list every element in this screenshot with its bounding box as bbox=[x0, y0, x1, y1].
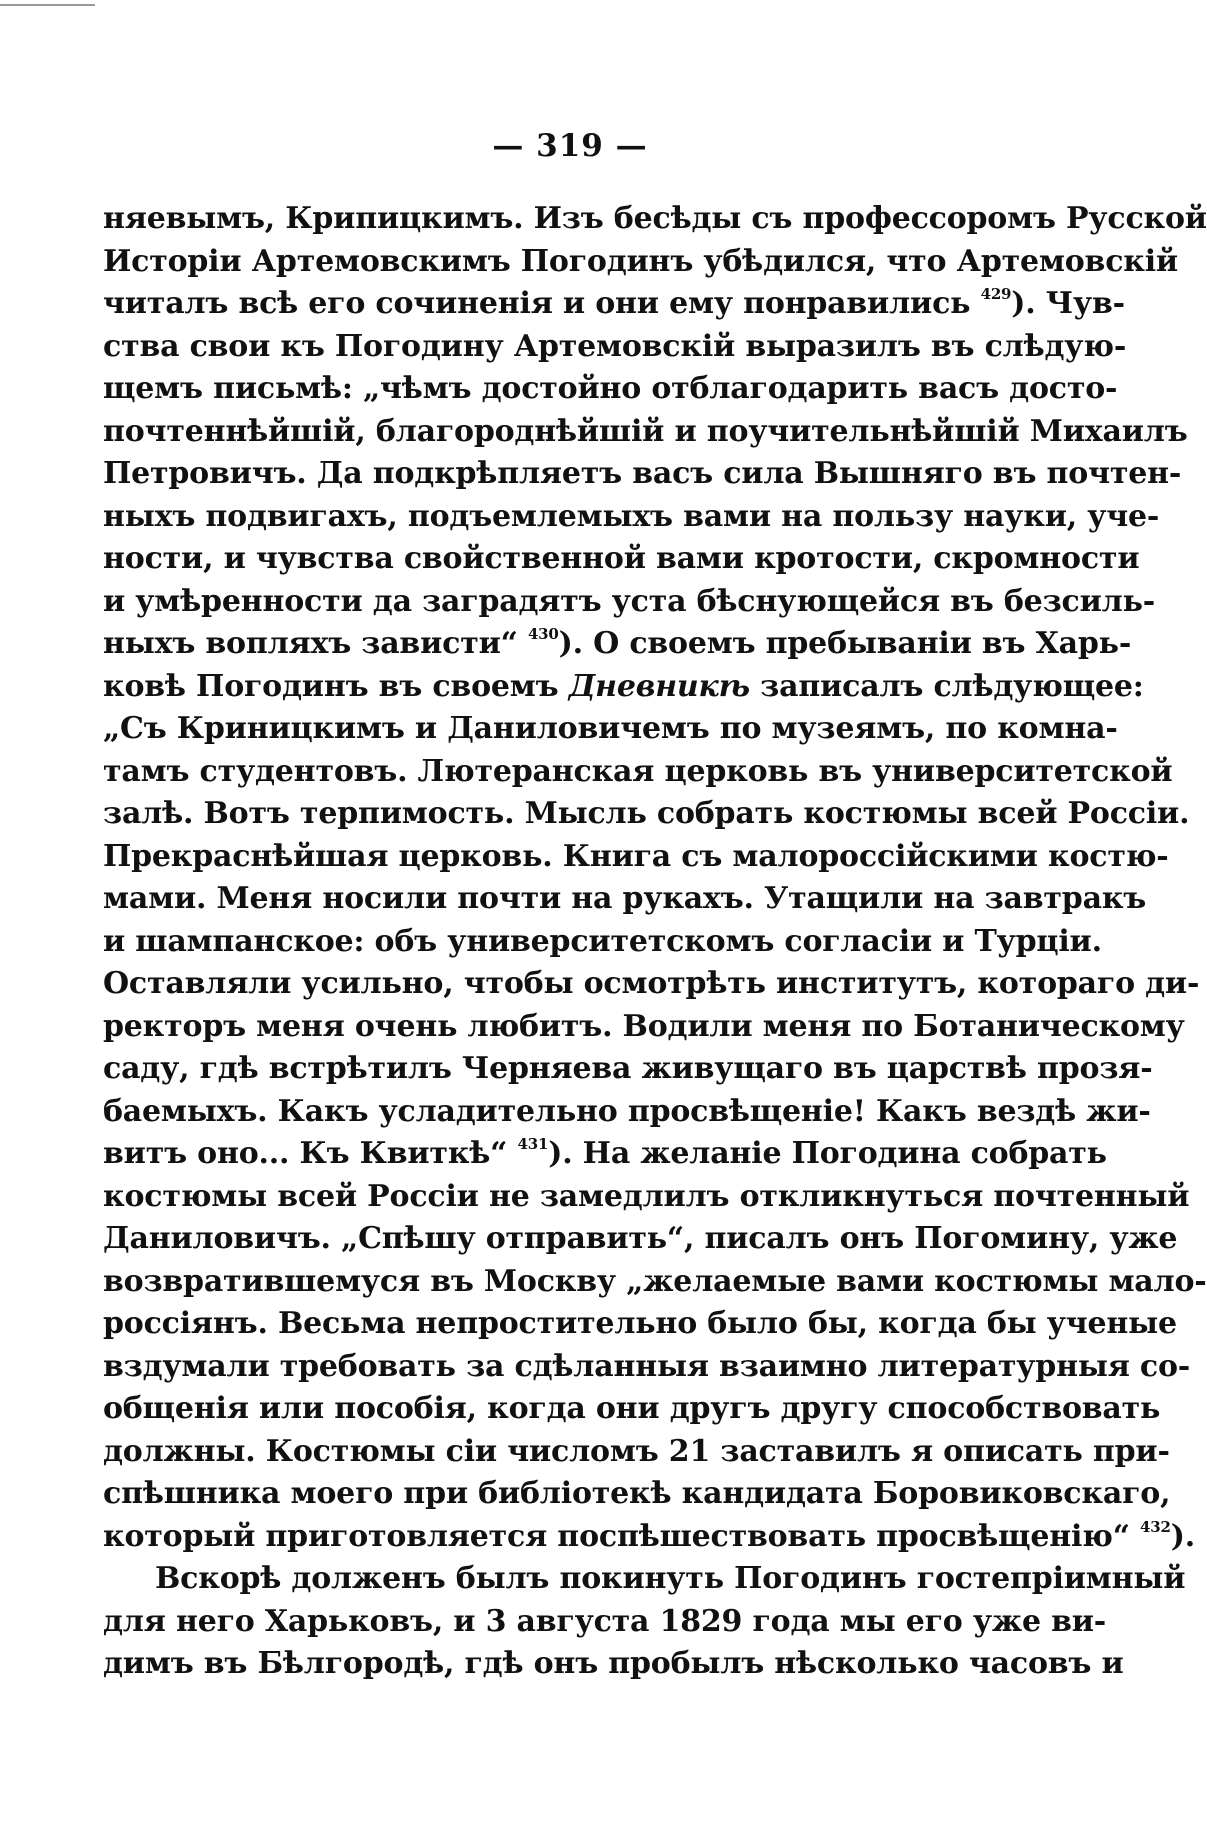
line-segment: который приготовляется поспѣшествовать просвѣщенію“ bbox=[103, 1518, 1141, 1554]
text-line: мами. Меня носили почти на рукахъ. Утащили на завтракъ bbox=[103, 881, 1147, 916]
text-line: возвратившемуся въ Москву „желаемые вами костюмы мало- bbox=[103, 1263, 1207, 1299]
text-line: Оставляли усильно, чтобы осмотрѣть институтъ, котораго ди- bbox=[103, 966, 1200, 1001]
text-line: Даниловичъ. „Спѣшу отправить“, писалъ онъ Погомину, уже bbox=[103, 1221, 1178, 1256]
footnote-ref[interactable]: 429 bbox=[980, 285, 1012, 303]
line-segment: ). Чув- bbox=[1011, 286, 1125, 321]
text-line: „Съ Криницкимъ и Даниловичемъ по музеямъ, по комна- bbox=[103, 711, 1118, 746]
text-line: Петровичъ. Да подкрѣпляетъ васъ сила Вышняго въ почтен- bbox=[103, 456, 1182, 491]
text-line: общенія или пособія, когда они другъ другу способствовать bbox=[103, 1391, 1161, 1426]
text-line: и умѣренности да заградятъ уста бѣснующейся въ безсиль- bbox=[103, 583, 1155, 619]
text-line: Прекраснѣйшая церковь. Книга съ малороссійскими костю- bbox=[103, 838, 1169, 874]
footnote-ref[interactable]: 431 bbox=[517, 1135, 549, 1153]
text-line: ректоръ меня очень любитъ. Водили меня по Ботаническому bbox=[103, 1008, 1185, 1044]
text-line: димъ въ Бѣлгородѣ, гдѣ онъ пробылъ нѣсколько часовъ и bbox=[103, 1646, 1124, 1681]
text-line: и шампанское: объ университетскомъ согласіи и Турціи. bbox=[103, 923, 1102, 959]
text-line: ства свои къ Погодину Артемовскій выразилъ въ слѣдую- bbox=[103, 328, 1127, 364]
text-line: спѣшника моего при библіотекѣ кандидата Боровиковскаго, bbox=[103, 1476, 1171, 1511]
line-segment: ковѣ Погодинъ въ своемъ bbox=[103, 668, 569, 704]
text-line: россіянъ. Весьма непростительно было бы, когда бы ученые bbox=[103, 1306, 1177, 1341]
corner-scan-mark bbox=[0, 4, 95, 6]
text-line: тамъ студентовъ. Лютеранская церковь въ университетской bbox=[103, 753, 1173, 789]
italic-title: Дневникѣ bbox=[568, 668, 750, 704]
text-line: няевымъ, Крипицкимъ. Изъ бесѣды съ профессоромъ Русской bbox=[103, 201, 1207, 236]
text-line: саду, гдѣ встрѣтилъ Черняева живущаго въ царствѣ прозя- bbox=[103, 1051, 1153, 1086]
line-segment: ). О своемъ пребываніи въ Харь- bbox=[558, 626, 1132, 661]
body-text bbox=[103, 198, 1207, 1686]
text-line: Вскорѣ долженъ былъ покинуть Погодинъ гостепріимный bbox=[155, 1561, 1186, 1596]
text-line: должны. Костюмы сіи числомъ 21 заставилъ я описать при- bbox=[103, 1433, 1170, 1469]
text-line bbox=[103, 623, 1132, 666]
text-line: Исторіи Артемовскимъ Погодинъ убѣдился, что Артемовскій bbox=[103, 243, 1178, 279]
text-line: ныхъ подвигахъ, подъемлемыхъ вами на пользу науки, уче- bbox=[103, 498, 1160, 534]
line-segment: записалъ слѣдующее: bbox=[749, 668, 1144, 704]
line-segment: витъ оно... Къ Квиткѣ“ bbox=[103, 1136, 518, 1171]
line-segment: читалъ всѣ его сочиненія и они ему понравились bbox=[103, 286, 981, 321]
page-number: — 319 — bbox=[492, 128, 648, 164]
text-line: вздумали требовать за сдѣланныя взаимно литературныя со- bbox=[103, 1348, 1191, 1384]
footnote-ref[interactable]: 430 bbox=[527, 625, 559, 643]
text-line: баемыхъ. Какъ усладительно просвѣщеніе! Какъ вездѣ жи- bbox=[103, 1093, 1151, 1129]
line-segment: ныхъ вопляхъ зависти“ bbox=[103, 626, 528, 661]
text-line: щемъ письмѣ: „чѣмъ достойно отблагодарить васъ досто- bbox=[103, 371, 1118, 406]
footnote-ref[interactable]: 432 bbox=[1140, 1517, 1171, 1536]
text-line bbox=[103, 283, 1125, 326]
text-line bbox=[103, 1516, 1195, 1559]
text-line bbox=[103, 666, 1144, 709]
text-line: ности, и чувства свойственной вами кротости, скромности bbox=[103, 541, 1140, 576]
text-line bbox=[103, 1133, 1107, 1176]
text-line: костюмы всей Россіи не замедлилъ откликнуться почтенный bbox=[103, 1178, 1190, 1214]
text-line: почтеннѣйшій, благороднѣйшій и поучительнѣйшій Михаилъ bbox=[103, 413, 1188, 449]
line-segment: ). На желаніе Погодина собрать bbox=[548, 1136, 1107, 1171]
text-line: залѣ. Вотъ терпимость. Мысль собрать костюмы всей Россіи. bbox=[103, 796, 1190, 831]
line-segment: ). bbox=[1170, 1518, 1195, 1554]
text-line: для него Харьковъ, и 3 августа 1829 года мы его уже ви- bbox=[103, 1603, 1107, 1639]
